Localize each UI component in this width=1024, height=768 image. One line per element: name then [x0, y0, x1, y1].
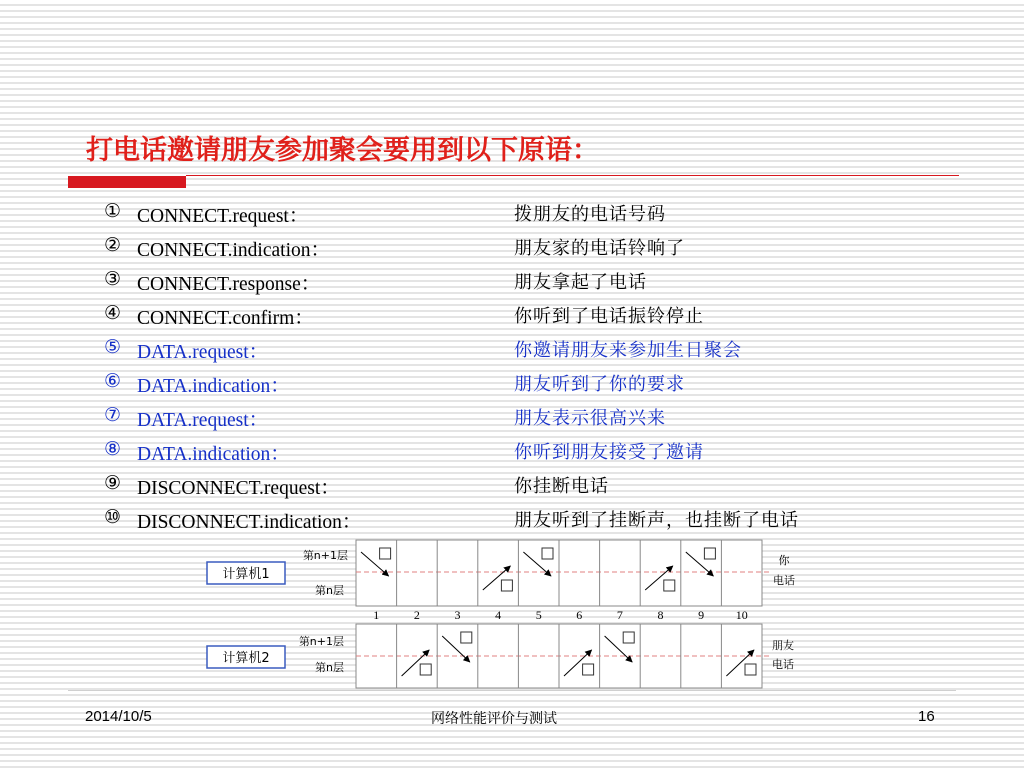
computer1-label: 计算机1 [222, 567, 270, 582]
title-underline [186, 175, 959, 176]
step-number: 7 [616, 608, 623, 622]
service-access-point-box [542, 548, 553, 559]
primitive-description: 朋友听到了你的要求 [514, 374, 685, 395]
service-access-point-box [501, 580, 512, 591]
primitive-row [104, 502, 904, 536]
primitive-number: ④ [104, 302, 122, 324]
step-number: 6 [576, 608, 583, 622]
primitive-number: ⑥ [104, 370, 122, 392]
primitive-sequence-diagram [200, 538, 820, 690]
primitive-row [104, 230, 904, 264]
layer-lower-label-1: 第n层 [315, 584, 344, 597]
slide-title: 打电话邀请朋友参加聚会要用到以下原语： [86, 135, 599, 166]
primitive-description: 朋友拿起了电话 [514, 272, 647, 293]
step-number: 3 [454, 608, 461, 622]
service-access-point-box [461, 632, 472, 643]
primitive-number: ⑩ [104, 506, 122, 528]
primitive-number: ⑨ [104, 472, 122, 494]
primitive-row [104, 332, 904, 366]
primitive-name: CONNECT.confirm： [137, 308, 314, 329]
primitive-name: DATA.request： [137, 410, 269, 431]
layer-upper-label-2: 第n+1层 [298, 635, 344, 648]
layer-upper-label-1: 第n+1层 [302, 549, 348, 562]
step-number: 9 [698, 608, 705, 622]
footer-date: 2014/10/5 [85, 708, 152, 725]
service-access-point-box [664, 580, 675, 591]
step-number: 1 [373, 608, 380, 622]
service-access-point-box [380, 548, 391, 559]
primitive-number: ③ [104, 268, 122, 290]
title-accent-bar [68, 176, 186, 188]
primitive-number: ② [104, 234, 122, 256]
step-number: 10 [735, 608, 748, 622]
primitive-description: 你听到了电话振铃停止 [514, 306, 704, 327]
primitive-name: CONNECT.response： [137, 274, 321, 295]
primitive-description: 朋友听到了挂断声，也挂断了电话 [514, 510, 799, 531]
primitive-name: DISCONNECT.request： [137, 478, 340, 499]
you-phone-label-1: 你 [778, 554, 790, 567]
primitive-description: 你邀请朋友来参加生日聚会 [514, 340, 742, 361]
footer-course-title: 网络性能评价与测试 [431, 711, 557, 727]
primitive-name: DATA.indication： [137, 376, 290, 397]
primitive-description: 你听到朋友接受了邀请 [514, 442, 704, 463]
service-access-point-box [420, 664, 431, 675]
primitive-name: DATA.indication： [137, 444, 290, 465]
service-access-point-box [623, 632, 634, 643]
primitive-list [104, 196, 904, 536]
step-number: 5 [535, 608, 542, 622]
primitive-name: DISCONNECT.indication： [137, 512, 362, 533]
computer2-label: 计算机2 [222, 651, 270, 666]
primitive-description: 拨朋友的电话号码 [514, 204, 666, 225]
layer-lower-label-2: 第n层 [315, 661, 344, 674]
primitive-row [104, 298, 904, 332]
primitive-row [104, 264, 904, 298]
primitive-number: ① [104, 200, 122, 222]
primitive-row [104, 366, 904, 400]
service-access-point-box [583, 664, 594, 675]
primitive-row [104, 400, 904, 434]
primitive-name: CONNECT.indication： [137, 240, 330, 261]
primitive-row [104, 434, 904, 468]
primitive-number: ⑦ [104, 404, 122, 426]
primitive-name: CONNECT.request： [137, 206, 309, 227]
primitive-row [104, 468, 904, 502]
primitive-number: ⑤ [104, 336, 122, 358]
service-access-point-box [745, 664, 756, 675]
step-number: 8 [657, 608, 664, 622]
primitive-number: ⑧ [104, 438, 122, 460]
footer-page-number: 16 [918, 708, 935, 725]
primitive-description: 朋友家的电话铃响了 [514, 238, 685, 259]
step-number: 2 [413, 608, 420, 622]
friend-phone-label-2: 电话 [772, 658, 794, 671]
footer-divider [68, 690, 956, 691]
primitive-row [104, 196, 904, 230]
primitive-name: DATA.request： [137, 342, 269, 363]
primitive-description: 朋友表示很高兴来 [514, 408, 666, 429]
primitive-description: 你挂断电话 [514, 476, 609, 497]
friend-phone-label-1: 朋友 [772, 639, 794, 652]
service-access-point-box [704, 548, 715, 559]
step-number: 4 [495, 608, 502, 622]
you-phone-label-2: 电话 [773, 574, 795, 587]
